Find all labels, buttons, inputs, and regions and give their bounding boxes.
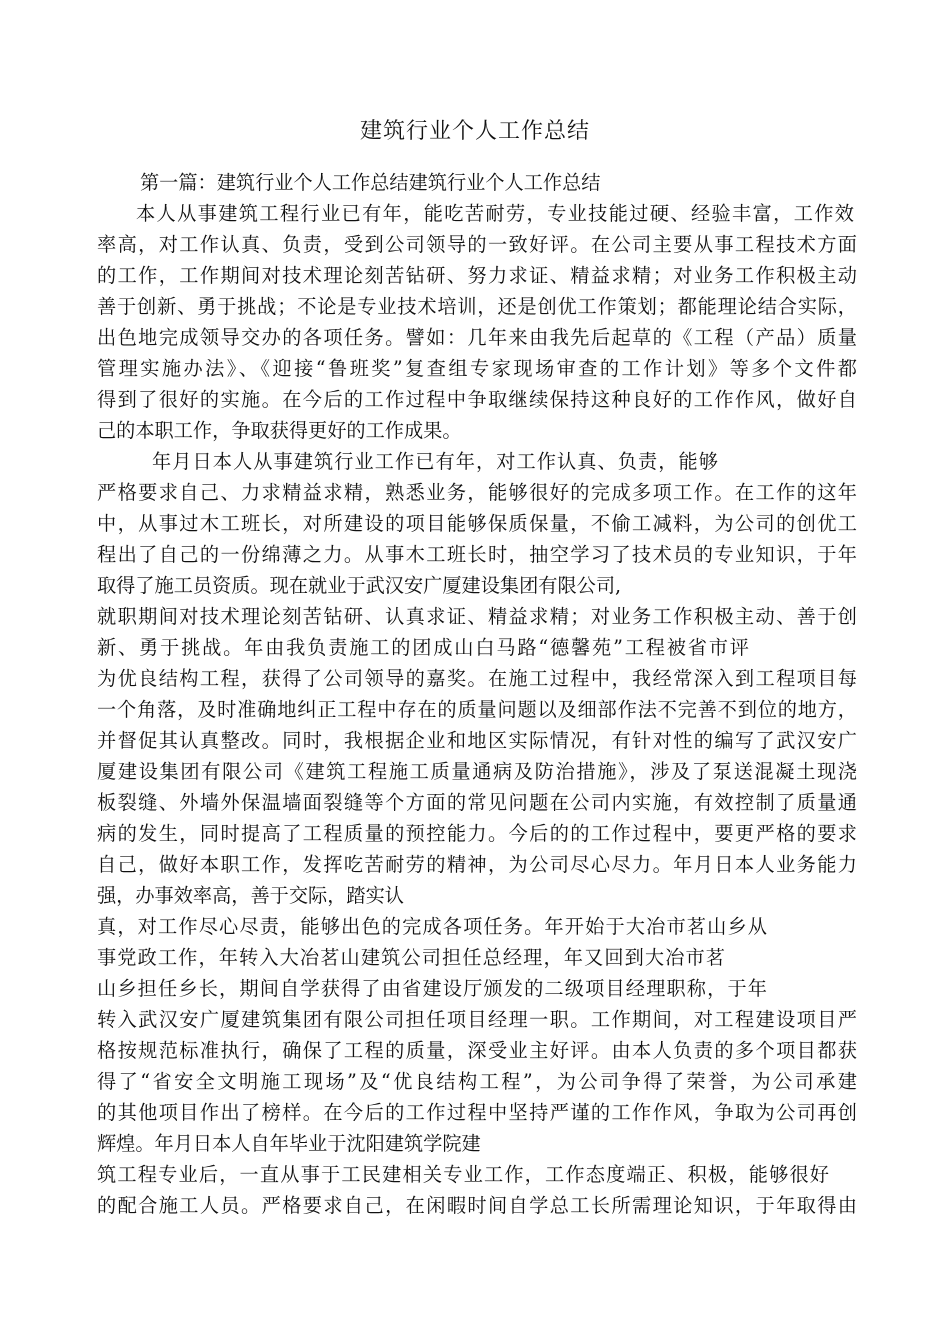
section-heading: 第一篇：建筑行业个人工作总结建筑行业个人工作总结 [140, 171, 601, 194]
paragraph-line: 强，办事效率高，善于交际，踏实认 [97, 884, 404, 907]
paragraph-line: 的工作，工作期间对技术理论刻苦钻研、努力求证、精益求精；对业务工作积极主动 [97, 264, 857, 287]
paragraph-line: 管理实施办法》、《迎接“鲁班奖”复查组专家现场审查的工作计划》等多个文件都 [97, 357, 857, 380]
paragraph-line: 中，从事过木工班长，对所建设的项目能够保质保量，不偷工减料，为公司的创优工 [97, 512, 857, 535]
paragraph-line: 得了“省安全文明施工现场”及“优良结构工程”，为公司争得了荣誉，为公司承建 [97, 1070, 857, 1093]
paragraph-line: 取得了施工员资质。现在就业于武汉安广厦建设集团有限公司, [97, 574, 622, 597]
paragraph-line: 程出了自己的一份绵薄之力。从事木工班长时，抽空学习了技术员的专业知识，于年 [97, 543, 857, 566]
paragraph-line: 格按规范标准执行，确保了工程的质量，深受业主好评。由本人负责的多个项目都获 [97, 1039, 857, 1062]
paragraph-line: 善于创新、勇于挑战；不论是专业技术培训，还是创优工作策划；都能理论结合实际， [97, 295, 857, 318]
paragraph-line: 病的发生，同时提高了工程质量的预控能力。今后的的工作过程中，要更严格的要求 [97, 822, 857, 845]
paragraph-line: 事党政工作，年转入大冶茗山建筑公司担任总经理，年又回到大冶市茗 [97, 946, 725, 969]
paragraph-line: 就职期间对技术理论刻苦钻研、认真求证、精益求精；对业务工作积极主动、善于创 [97, 605, 857, 628]
paragraph-line: 转入武汉安广厦建筑集团有限公司担任项目经理一职。工作期间，对工程建设项目严 [97, 1008, 857, 1031]
paragraph-line: 一个角落，及时准确地纠正工程中存在的质量问题以及细部作法不完善不到位的地方， [97, 698, 857, 721]
paragraph-line: 筑工程专业后，一直从事于工民建相关专业工作，工作态度端正、积极，能够很好 [97, 1163, 829, 1186]
paragraph-line: 的其他项目作出了榜样。在今后的工作过程中坚持严谨的工作作风，争取为公司再创 [97, 1101, 857, 1124]
paragraph-line: 的配合施工人员。严格要求自己，在闲暇时间自学总工长所需理论知识，于年取得由 [97, 1194, 857, 1217]
paragraph-line: 己的本职工作，争取获得更好的工作成果。 [97, 419, 462, 442]
paragraph-line: 为优良结构工程，获得了公司领导的嘉奖。在施工过程中，我经常深入到工程项目每 [97, 667, 857, 690]
paragraph-line: 并督促其认真整改。同时，我根据企业和地区实际情况，有针对性的编写了武汉安广 [97, 729, 857, 752]
paragraph-line: 辉煌。年月日本人自年毕业于沈阳建筑学院建 [97, 1132, 481, 1155]
paragraph-line: 年月日本人从事建筑行业工作已有年，对工作认真、负责，能够 [152, 450, 718, 473]
paragraph-line: 山乡担任乡长，期间自学获得了由省建设厅颁发的二级项目经理职称，于年 [97, 977, 767, 1000]
paragraph-line: 率高，对工作认真、负责，受到公司领导的一致好评。在公司主要从事工程技术方面 [97, 233, 857, 256]
document-title: 建筑行业个人工作总结 [359, 119, 590, 144]
paragraph-line: 板裂缝、外墙外保温墙面裂缝等个方面的常见问题在公司内实施，有效控制了质量通 [97, 791, 857, 814]
paragraph-line: 真，对工作尽心尽责，能够出色的完成各项任务。年开始于大冶市茗山乡从 [97, 915, 767, 938]
paragraph-line: 厦建设集团有限公司《建筑工程施工质量通病及防治措施》，涉及了泵送混凝土现浇 [97, 760, 857, 783]
paragraph-line: 得到了很好的实施。在今后的工作过程中争取继续保持这种良好的工作作风，做好自 [97, 388, 857, 411]
paragraph-line: 严格要求自己、力求精益求精，熟悉业务，能够很好的完成多项工作。在工作的这年 [97, 481, 857, 504]
paragraph-line: 出色地完成领导交办的各项任务。譬如：几年来由我先后起草的《工程（产品）质量 [97, 326, 857, 349]
paragraph-line: 新、勇于挑战。年由我负责施工的团成山白马路“德馨苑”工程被省市评 [97, 636, 749, 659]
paragraph-line: 自己，做好本职工作，发挥吃苦耐劳的精神，为公司尽心尽力。年月日本人业务能力 [97, 853, 857, 876]
paragraph-line: 本人从事建筑工程行业已有年，能吃苦耐劳，专业技能过硬、经验丰富，工作效 [136, 202, 854, 225]
